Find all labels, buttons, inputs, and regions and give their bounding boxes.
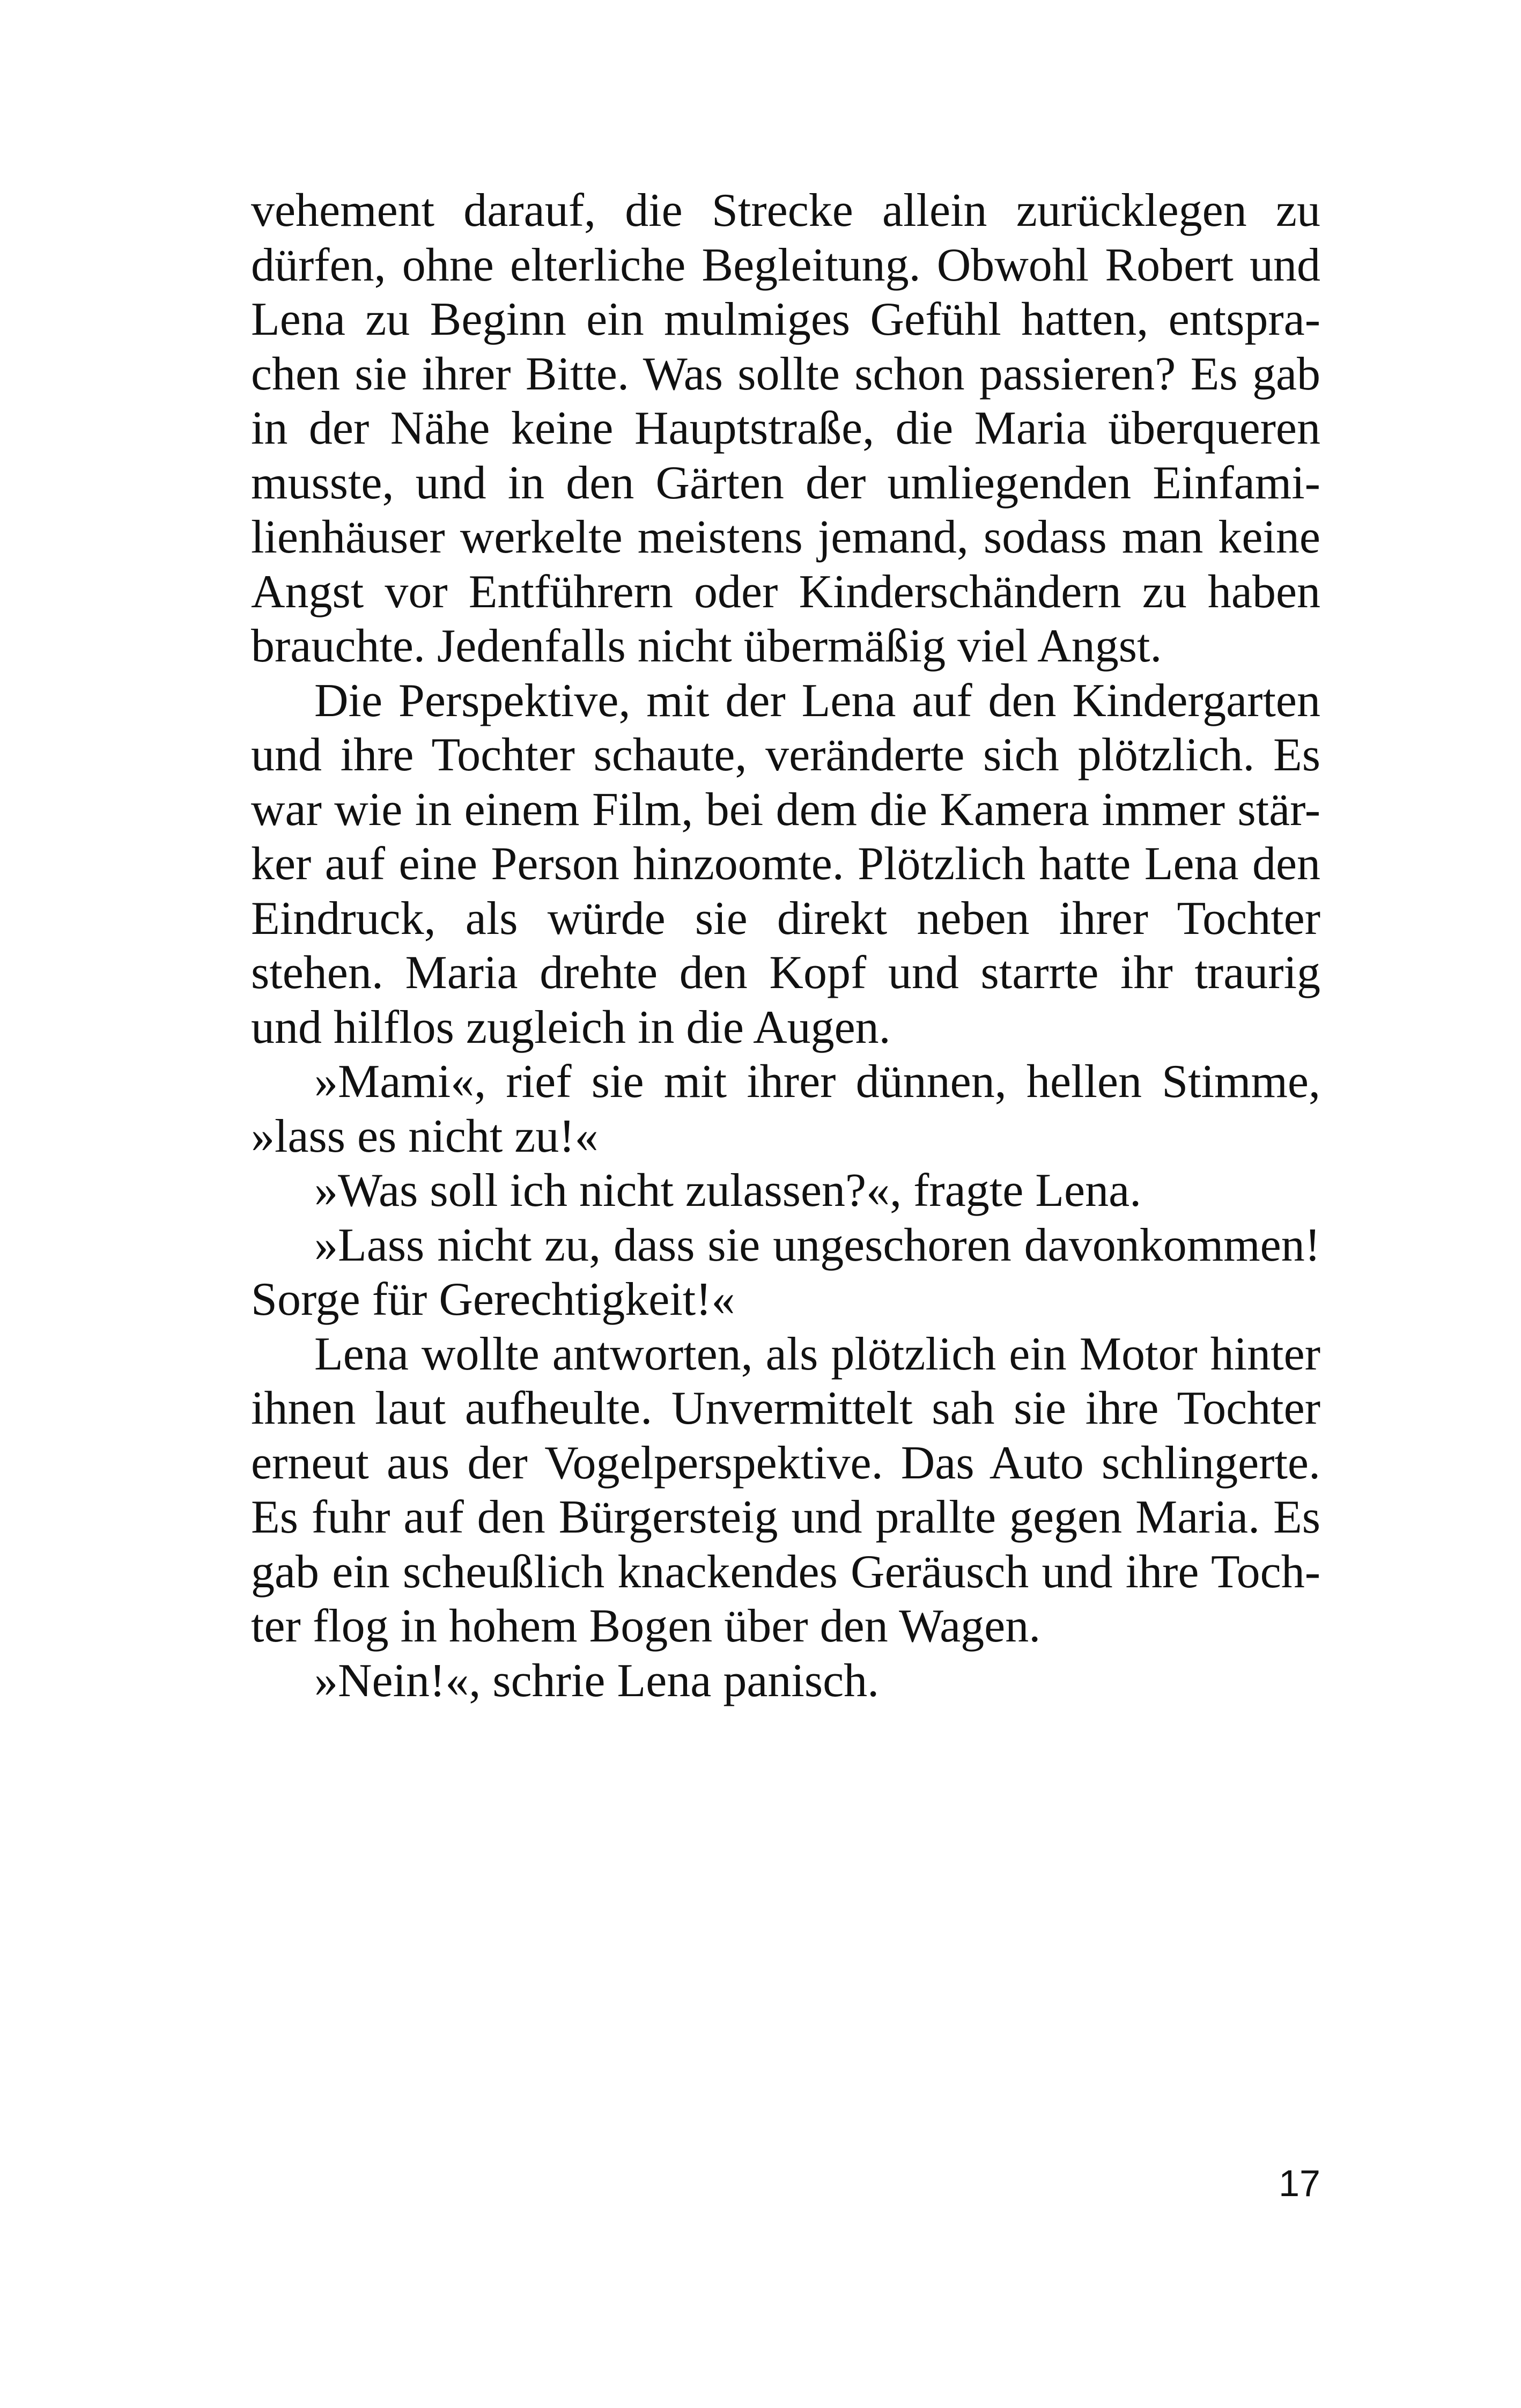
text-line: Lena zu Beginn ein mulmiges Gefühl hatten, entspra- (251, 293, 1320, 345)
page-number: 17 (1279, 2162, 1320, 2204)
text-line: ter flog in hohem Bogen über den Wagen. (251, 1600, 1041, 1652)
text-line: musste, und in den Gärten der umliegenden Einfami- (251, 456, 1320, 509)
text-line: und ihre Tochter schaute, veränderte sich plötzlich. Es (251, 729, 1320, 781)
text-line: in der Nähe keine Hauptstraße, die Maria überqueren (251, 402, 1320, 454)
text-line: chen sie ihrer Bitte. Was sollte schon passieren? Es gab (251, 348, 1320, 400)
text-line: gab ein scheußlich knackendes Geräusch und ihre Toch- (251, 1545, 1320, 1598)
text-line: und hilflos zugleich in die Augen. (251, 1001, 891, 1054)
text-line: »Lass nicht zu, dass sie ungeschoren davonkommen! (314, 1219, 1320, 1271)
text-line: ihnen laut aufheulte. Unvermittelt sah sie ihre Tochter (251, 1382, 1320, 1434)
text-line: Eindruck, als würde sie direkt neben ihrer Tochter (251, 892, 1320, 945)
body-text (251, 183, 1320, 1708)
text-line: Lena wollte antworten, als plötzlich ein Motor hinter (314, 1328, 1320, 1380)
text-line: »Mami«, rief sie mit ihrer dünnen, hellen Stimme, (314, 1056, 1320, 1108)
text-line: Die Perspektive, mit der Lena auf den Kindergarten (314, 674, 1320, 727)
text-line: ker auf eine Person hinzoomte. Plötzlich hatte Lena den (251, 838, 1320, 890)
text-line: dürfen, ohne elterliche Begleitung. Obwohl Robert und (251, 239, 1320, 291)
text-line: war wie in einem Film, bei dem die Kamera immer stär- (251, 783, 1320, 836)
text-line: lienhäuser werkelte meistens jemand, sodass man keine (251, 511, 1320, 563)
text-line: »Nein!«, schrie Lena panisch. (314, 1654, 880, 1707)
text-line: Angst vor Entführern oder Kinderschändern zu haben (251, 565, 1320, 618)
text-line: »Was soll ich nicht zulassen?«, fragte Lena. (314, 1165, 1142, 1217)
text-line: Sorge für Gerechtigkeit!« (251, 1273, 735, 1325)
text-line: »lass es nicht zu!« (251, 1110, 599, 1162)
text-line: stehen. Maria drehte den Kopf und starrte ihr traurig (251, 947, 1320, 999)
text-line: brauchte. Jedenfalls nicht übermäßig viel Angst. (251, 620, 1162, 672)
text-line: Es fuhr auf den Bürgersteig und prallte gegen Maria. Es (251, 1491, 1320, 1543)
text-line: vehement darauf, die Strecke allein zurücklegen zu (251, 185, 1320, 237)
text-line: erneut aus der Vogelperspektive. Das Auto schlingerte. (251, 1437, 1320, 1489)
